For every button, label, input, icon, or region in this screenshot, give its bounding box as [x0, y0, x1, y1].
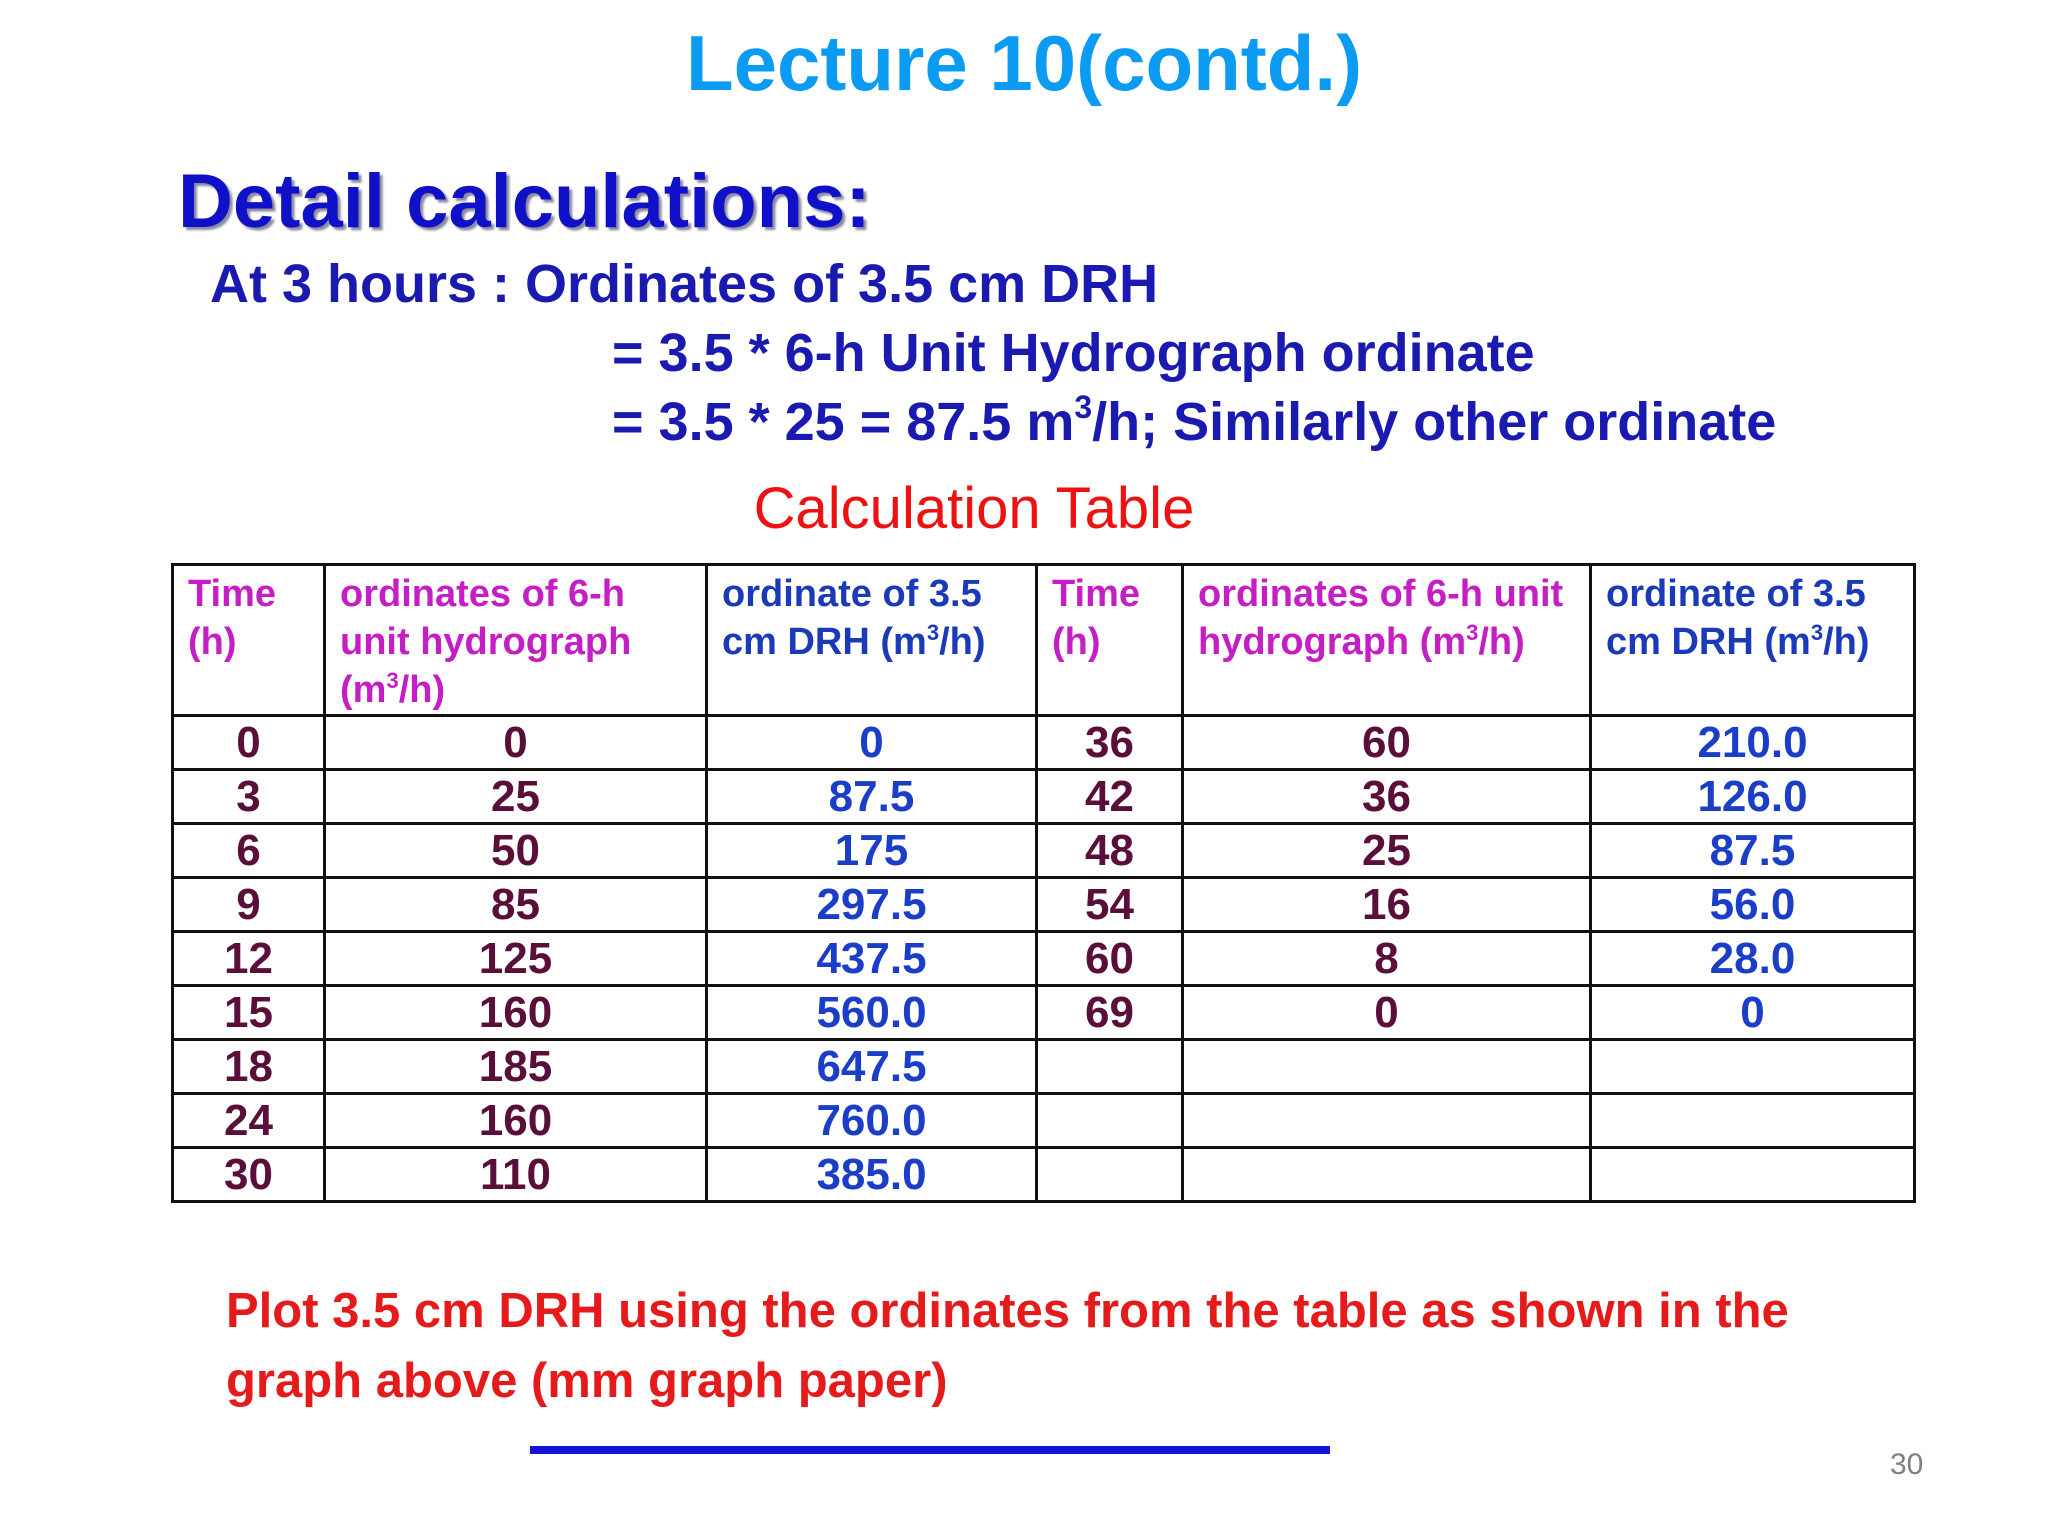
cell-drh-ordinate-2: 87.5 — [1591, 824, 1915, 878]
cell-drh-ordinate-2: 28.0 — [1591, 932, 1915, 986]
cell-time-2: 36 — [1037, 716, 1183, 770]
table-row — [173, 1148, 1915, 1202]
cell-drh-ordinate: 760.0 — [707, 1094, 1037, 1148]
header-uh-unit-2: /h) — [1478, 621, 1525, 663]
cell-uh-ordinate: 85 — [325, 878, 707, 932]
cell-time: 9 — [173, 878, 325, 932]
cell-time-2 — [1037, 1094, 1183, 1148]
calculation-line-2: = 3.5 * 6-h Unit Hydrograph ordinate — [612, 323, 1535, 383]
table-row — [173, 1094, 1915, 1148]
cell-drh-ordinate-2: 56.0 — [1591, 878, 1915, 932]
cell-uh-ordinate: 185 — [325, 1040, 707, 1094]
table-row — [173, 770, 1915, 824]
unit-superscript: 3 — [1074, 389, 1093, 425]
cell-drh-ordinate: 175 — [707, 824, 1037, 878]
calculation-line-3-text-end: /h; Similarly other ordinate — [1092, 392, 1777, 452]
table-row — [173, 716, 1915, 770]
table-row — [173, 932, 1915, 986]
cell-time: 18 — [173, 1040, 325, 1094]
calculation-table — [171, 563, 1916, 1203]
cell-drh-ordinate: 385.0 — [707, 1148, 1037, 1202]
table-caption: Calculation Table — [753, 476, 1195, 541]
cell-drh-ordinate-2: 0 — [1591, 986, 1915, 1040]
cell-uh-ordinate: 50 — [325, 824, 707, 878]
cell-drh-ordinate: 647.5 — [707, 1040, 1037, 1094]
cell-uh-ordinate-2: 36 — [1183, 770, 1591, 824]
cell-drh-ordinate: 0 — [707, 716, 1037, 770]
plot-instruction: Plot 3.5 cm DRH using the ordinates from the table as shown in the graph above (mm graph paper) — [226, 1284, 1789, 1408]
cell-uh-ordinate-2: 25 — [1183, 824, 1591, 878]
cell-time-2 — [1037, 1040, 1183, 1094]
cell-uh-ordinate: 160 — [325, 986, 707, 1040]
calculation-line-3 — [612, 391, 1776, 453]
cell-drh-ordinate: 437.5 — [707, 932, 1037, 986]
cell-drh-ordinate-2 — [1591, 1094, 1915, 1148]
header-drh-ordinate-2 — [1591, 565, 1915, 716]
table-row — [173, 878, 1915, 932]
table-row — [173, 1040, 1915, 1094]
header-uh-ordinates — [325, 565, 707, 716]
cell-time: 30 — [173, 1148, 325, 1202]
cell-uh-ordinate-2: 60 — [1183, 716, 1591, 770]
cell-time-2: 69 — [1037, 986, 1183, 1040]
cell-drh-ordinate-2: 126.0 — [1591, 770, 1915, 824]
header-uh-text: ordinates of 6-h unit hydrograph (m — [340, 573, 632, 711]
header-uh-ordinates-2 — [1183, 565, 1591, 716]
header-uh-text-2: ordinates of 6-h unit hydrograph (m — [1198, 573, 1564, 663]
page-number: 30 — [1890, 1448, 1924, 1481]
header-drh-text-2: ordinate of 3.5 cm DRH (m — [1606, 573, 1866, 663]
cell-uh-ordinate-2: 8 — [1183, 932, 1591, 986]
header-drh-unit-2: /h) — [1823, 621, 1870, 663]
cell-uh-ordinate: 110 — [325, 1148, 707, 1202]
table-row — [173, 824, 1915, 878]
header-uh-unit: /h) — [398, 669, 446, 711]
cell-time: 12 — [173, 932, 325, 986]
header-uh-sup: 3 — [386, 668, 399, 693]
cell-uh-ordinate: 0 — [325, 716, 707, 770]
header-uh-sup-2: 3 — [1466, 620, 1479, 645]
cell-drh-ordinate-2 — [1591, 1148, 1915, 1202]
cell-uh-ordinate: 25 — [325, 770, 707, 824]
cell-time-2: 42 — [1037, 770, 1183, 824]
cell-time: 6 — [173, 824, 325, 878]
header-drh-ordinate — [707, 565, 1037, 716]
cell-uh-ordinate-2 — [1183, 1148, 1591, 1202]
cell-uh-ordinate-2 — [1183, 1094, 1591, 1148]
header-drh-sup-2: 3 — [1810, 620, 1824, 645]
header-time: Time (h) — [173, 565, 325, 716]
table-header-row — [173, 565, 1915, 716]
cell-uh-ordinate: 125 — [325, 932, 707, 986]
header-drh-unit: /h) — [939, 621, 986, 663]
slide-title: Lecture 10(contd.) — [685, 19, 1363, 107]
cell-drh-ordinate-2 — [1591, 1040, 1915, 1094]
divider-line — [530, 1446, 1330, 1454]
cell-time: 0 — [173, 716, 325, 770]
cell-drh-ordinate-2: 210.0 — [1591, 716, 1915, 770]
section-heading: Detail calculations: — [178, 159, 871, 244]
cell-drh-ordinate: 297.5 — [707, 878, 1037, 932]
cell-uh-ordinate: 160 — [325, 1094, 707, 1148]
table-row — [173, 986, 1915, 1040]
header-time-2: Time (h) — [1037, 565, 1183, 716]
cell-time: 15 — [173, 986, 325, 1040]
cell-time-2: 48 — [1037, 824, 1183, 878]
header-drh-sup: 3 — [926, 620, 940, 645]
cell-time: 3 — [173, 770, 325, 824]
cell-time-2: 54 — [1037, 878, 1183, 932]
cell-time-2: 60 — [1037, 932, 1183, 986]
calculation-line-3-text: = 3.5 * 25 = 87.5 m — [612, 392, 1075, 452]
cell-drh-ordinate: 87.5 — [707, 770, 1037, 824]
cell-time: 24 — [173, 1094, 325, 1148]
cell-uh-ordinate-2 — [1183, 1040, 1591, 1094]
cell-drh-ordinate: 560.0 — [707, 986, 1037, 1040]
cell-uh-ordinate-2: 16 — [1183, 878, 1591, 932]
calculation-line-1: At 3 hours : Ordinates of 3.5 cm DRH — [210, 254, 1159, 314]
header-drh-text: ordinate of 3.5 cm DRH (m — [722, 573, 982, 663]
cell-uh-ordinate-2: 0 — [1183, 986, 1591, 1040]
cell-time-2 — [1037, 1148, 1183, 1202]
